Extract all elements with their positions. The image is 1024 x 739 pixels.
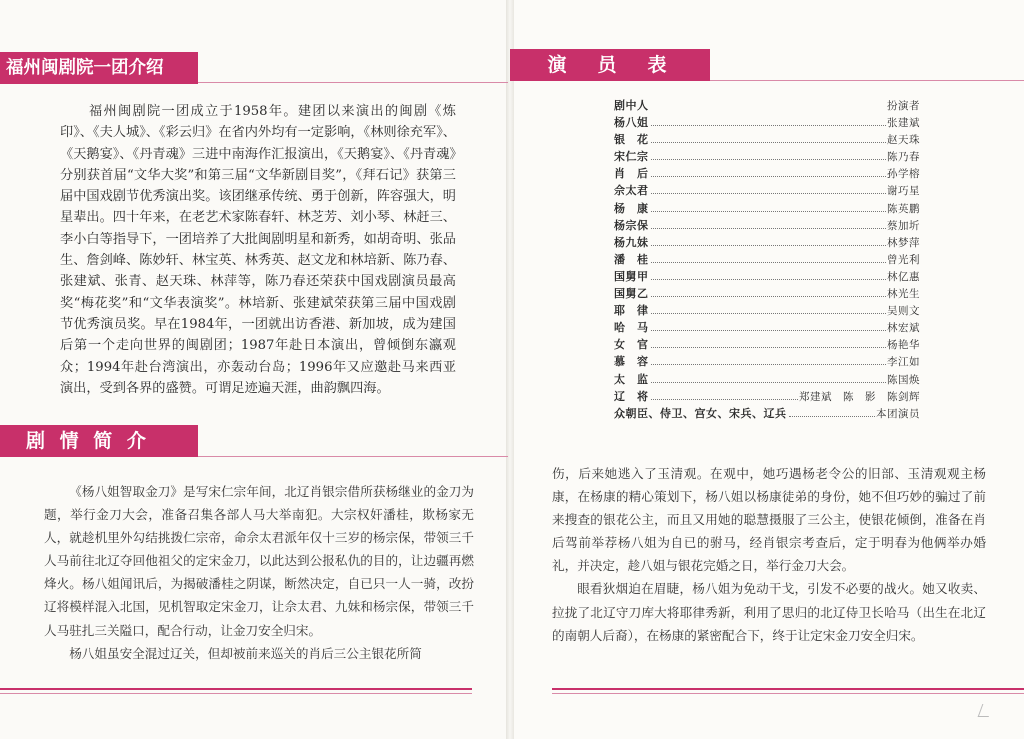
cast-actor: 林梦萍	[887, 236, 920, 249]
cast-actor: 陈国焕	[887, 373, 920, 386]
cast-row	[614, 114, 920, 131]
synopsis-title: 剧 情 简 介	[26, 430, 150, 452]
cast-row	[614, 268, 920, 285]
cast-actor: 赵天珠	[887, 134, 920, 147]
cast-role: 宋仁宗	[614, 150, 649, 164]
cast-leader-dots	[651, 159, 887, 160]
cast-header-actor: 扮演者	[887, 100, 920, 112]
cast-leader-dots	[651, 313, 887, 314]
intro-text: 福州闽剧院一团成立于1958年。建团以来演出的闽剧《炼印》、《夫人城》、《彩云归》在省内外均有一定影响，《林则徐充军》、《天鹅宴》、《丹青魂》三进中南海作汇报演出，《天鹅宴》、《丹青魂》分别获首届“文华大奖”和第三届“文华新剧目奖”，《拜石记》获第三届中国戏剧节优秀演出奖。该团继承传统、勇于创新，阵容强大，明星辈出。四十年来，在老艺术家陈春轩、林芝芳、刘小琴、林赶三、李小白等指导下，一团培养了大批闽剧明星和新秀，如胡奇明、张品生、詹剑峰、陈妙轩、林宝英、林秀英、赵文龙和林培新、陈乃春、张建斌、张青、赵天珠、林萍等，陈乃春还荣获中国戏剧演员最高奖“梅花奖”和“文华表演奖”。林培新、张建斌荣获第三届中国戏剧节优秀演员奖。早在1984年，一团就出访香港、新加坡，成为建国后第一个走向世界的闽剧团；1987年赴日本演出，曾倾倒东瀛观众；1994年赴台湾演出，亦轰动台岛；1996年又应邀赴马来西亚演出，受到各界的盛赞。可谓足迹遍天涯，曲韵飘四海。	[60, 104, 456, 396]
cast-row	[614, 285, 920, 302]
cast-leader-dots	[651, 245, 887, 246]
cast-title-rule	[710, 80, 1024, 81]
cast-row	[614, 353, 920, 370]
cast-role: 太 监	[614, 372, 649, 386]
cast-leader-dots	[651, 364, 887, 365]
cast-role: 国舅乙	[614, 287, 649, 301]
cast-row	[614, 251, 920, 268]
cast-leader-dots	[651, 382, 887, 383]
cast-title-banner	[510, 49, 710, 81]
cast-role: 哈 马	[614, 321, 649, 335]
cast-leader-dots	[651, 211, 887, 212]
cast-role: 潘 桂	[614, 252, 649, 266]
cast-row	[614, 148, 920, 165]
synopsis-title-rule	[198, 456, 508, 457]
cast-role: 银 花	[614, 133, 649, 147]
cast-row	[614, 405, 920, 422]
cast-leader-dots	[651, 330, 887, 331]
cast-leader-dots	[789, 416, 876, 417]
cast-role: 耶 律	[614, 304, 649, 318]
cast-actor: 张建斌	[887, 117, 920, 130]
cast-row	[614, 234, 920, 251]
cast-actor: 林光生	[887, 288, 920, 301]
cast-leader-dots	[651, 296, 887, 297]
cast-leader-dots	[651, 347, 887, 348]
left-footer-rule	[0, 688, 472, 690]
cast-role: 辽 将	[614, 389, 649, 403]
cast-title: 演 员 表	[547, 54, 673, 76]
cast-row	[614, 200, 920, 217]
cast-row	[614, 371, 920, 388]
synopsis-paragraph-2-start: 杨八姐虽安全混过辽关，但却被前来巡关的肖后三公主银花所简	[69, 645, 422, 661]
cast-role: 国舅甲	[614, 269, 649, 283]
cast-leader-dots	[651, 228, 887, 229]
cast-row	[614, 388, 920, 405]
cast-actor: 林亿惠	[887, 270, 920, 283]
cast-leader-dots	[651, 399, 799, 400]
cast-header	[614, 97, 920, 114]
synopsis-paragraph-3: 眼看狄烟迫在眉睫，杨八姐为免动干戈，引发不必要的战火。她又收卖、拉拢了北辽守刀库大将耶律秀新，利用了思归的北辽侍卫长哈马（出生在北辽的南朝人后裔），在杨康的紧密配合下，终于让定宋金刀安全归宋。	[552, 581, 986, 643]
right-footer-rule	[552, 688, 1024, 690]
intro-title-banner	[0, 52, 198, 84]
cast-leader-dots	[651, 142, 887, 143]
cast-leader-dots	[651, 262, 887, 263]
cast-actor: 李江如	[887, 356, 920, 369]
synopsis-text-left	[44, 480, 474, 665]
cast-leader-dots	[651, 279, 887, 280]
synopsis-text-right	[552, 462, 986, 647]
cast-row	[614, 131, 920, 148]
cast-leader-dots	[651, 125, 887, 126]
cast-row	[614, 217, 920, 234]
cast-actor: 陈英鹏	[887, 202, 920, 215]
intro-title: 福州闽剧院一团介绍	[6, 58, 164, 78]
cast-role: 女 官	[614, 338, 649, 352]
synopsis-title-banner	[0, 425, 198, 457]
cast-role: 肖 后	[614, 167, 649, 181]
cast-row	[614, 336, 920, 353]
cast-role: 杨九妹	[614, 235, 649, 249]
cast-actor: 吴则文	[887, 305, 920, 318]
right-footer-rule-thin	[552, 693, 1024, 694]
cast-actor: 蔡加圻	[887, 219, 920, 232]
synopsis-paragraph-1: 《杨八姐智取金刀》是写宋仁宗年间，北辽肖银宗借所获杨继业的金刀为题，举行金刀大会，准备召集各部人马大举南犯。大宗权奸潘桂，欺杨家无人，就趁机里外勾结挑拨仁宗帝，命佘太君派年仅十三岁的杨宗保，带领三千人马前往北辽夺回他祖父的定宋金刀，以此达到公报私仇的目的，让边疆再燃烽火。杨八姐闻讯后，为揭破潘桂之阴谋，断然决定，自已只一人一骑，改扮辽将模样混入北国，见机智取定宋金刀，让佘太君、九妹和杨宗保，带领三千人马驻扎三关隘口，配合行动，让金刀安全归宋。	[44, 484, 474, 638]
cast-header-role: 剧中人	[614, 99, 649, 112]
cast-row	[614, 302, 920, 319]
intro-title-rule	[198, 82, 508, 83]
cast-leader-dots	[651, 193, 887, 194]
cast-actor: 谢巧星	[887, 185, 920, 198]
cast-role: 众朝臣、侍卫、宫女、宋兵、辽兵	[614, 406, 787, 420]
cast-actor: 郑建斌 陈 影 陈剑辉	[799, 390, 920, 403]
cast-actor: 杨艳华	[887, 339, 920, 352]
cast-actor: 孙学榕	[887, 168, 920, 181]
cast-role: 杨八姐	[614, 116, 649, 130]
cast-actor: 林宏斌	[887, 322, 920, 335]
cast-role: 佘太君	[614, 184, 649, 198]
cast-role: 慕 容	[614, 355, 649, 369]
cast-role: 杨 康	[614, 201, 649, 215]
synopsis-paragraph-2-end: 伤，后来她逃入了玉清观。在观中，她巧遇杨老令公的旧部、玉清观观主杨康，在杨康的精心策划下，杨八姐以杨康徒弟的身份，她不但巧妙的骗过了前来搜查的银花公主，而且又用她的聪慧摄服了三公主，使银花倾倒，准备在肖后驾前举荐杨八姐为自已的驸马，经肖银宗考查后，定于明春为他俩举办婚礼，并决定，趁八姐与银花完婚之日，举行金刀大会。	[552, 466, 986, 574]
cast-actor: 本团演员	[876, 407, 920, 420]
page-gutter	[506, 0, 514, 739]
cast-row	[614, 182, 920, 199]
cast-actor: 曾光利	[887, 253, 920, 266]
cast-list	[614, 97, 920, 422]
cast-role: 杨宗保	[614, 218, 649, 232]
cast-leader-dots	[651, 176, 887, 177]
cast-actor: 陈乃春	[887, 151, 920, 164]
left-footer-rule-thin	[0, 693, 472, 694]
cast-row	[614, 319, 920, 336]
cast-row	[614, 165, 920, 182]
